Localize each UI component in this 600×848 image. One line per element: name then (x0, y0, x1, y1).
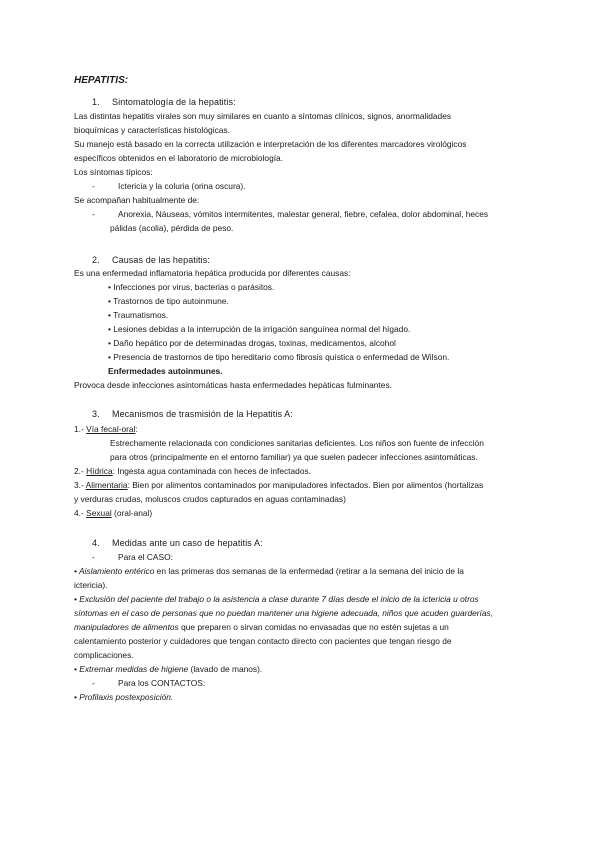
s3-mechanism-3-label: Alimentaria (85, 480, 128, 490)
section-3-title: Mecanismos de trasmisión de la Hepatitis A: (112, 409, 293, 419)
s4-case-measure-2-line-1: • Exclusión del paciente del trabajo o la asistencia a clase durante 7 días desde el inicio de la ictericia u otros (74, 594, 479, 604)
s4-case-label (92, 551, 173, 564)
s2-bullet-1: • Infecciones por virus, bacterias o parásitos. (108, 282, 275, 292)
s4-case-measure-2-line-3-italic: manipuladores de alimentos (74, 622, 179, 632)
s4-case-measure-2-line-5: complicaciones. (74, 650, 134, 660)
s3-mechanism-3-text: : Bien por alimentos contaminados por manipuladores infectados. Bien por alimentos (hortalizas (127, 480, 484, 490)
s4-case-measure-2-line-3 (74, 621, 449, 634)
s2-bullet-6: • Presencia de trastornos de tipo hereditario como fibrosis quística o enfermedad de Wilson. (108, 352, 450, 362)
section-3-number: 3. (92, 409, 100, 419)
document-title: HEPATITIS: (74, 75, 129, 86)
s3-mechanism-3 (74, 479, 483, 492)
s4-case-label-text: Para el CASO: (118, 552, 173, 562)
s4-case-measure-1-italic: • Aislamiento entérico (74, 566, 155, 576)
list-dash: - (92, 209, 95, 219)
list-dash: - (92, 181, 95, 191)
s4-case-measure-1-line-2: ictericia). (74, 580, 108, 590)
section-2-number: 2. (92, 255, 100, 265)
s3-mechanism-2-number: 2.- (74, 466, 84, 476)
s3-mechanism-2-label: Hídrica (86, 466, 113, 476)
s3-mechanism-1-line-1: Estrechamente relacionada con condiciones sanitarias deficientes. Los niños son fuente de infección (110, 438, 484, 448)
section-3-heading (92, 408, 293, 421)
s2-bullet-5: • Daño hepático por de determinadas drogas, toxinas, medicamentos, alcohol (108, 338, 396, 348)
s3-mechanism-4-text: (oral-anal) (111, 508, 153, 518)
list-dash: - (92, 552, 95, 562)
s1-paragraph-2-line-2: específicos obtenidos en el laboratorio de microbiología. (74, 153, 284, 163)
s4-case-measure-3-italic: • Extremar medidas de higiene (74, 664, 189, 674)
s3-mechanism-1-label: Vía fecal-oral (86, 424, 136, 434)
s3-mechanism-4 (74, 507, 152, 520)
s1-paragraph-2-line-1: Su manejo está basado en la correcta utilización e interpretación de los diferentes marcadores virológicos (74, 139, 467, 149)
s1-typical-symptoms-text: Ictericia y la coluria (orina oscura). (118, 181, 246, 191)
s4-case-measure-2-line-2: síntomas en el caso de personas que no puedan mantener una higiene adecuada, niños que acuden guarderías, (74, 608, 494, 618)
s2-bullet-3: • Traumatismos. (108, 310, 169, 320)
section-4-number: 4. (92, 538, 100, 548)
s1-accompanying-item (92, 208, 488, 221)
s2-outro: Provoca desde infecciones asintomáticas hasta enfermedades hepáticas fulminantes. (74, 380, 392, 390)
s3-mechanism-3-number: 3.- (74, 480, 84, 490)
s1-typical-symptoms-item (92, 180, 246, 193)
s1-accompanying-text-line-2: pálidas (acolia), pérdida de peso. (110, 223, 234, 233)
s4-contacts-label (92, 677, 205, 690)
s1-paragraph-1-line-2: bioquímicas y características histológicas. (74, 125, 230, 135)
s1-typical-symptoms-label: Los síntomas típicos: (74, 167, 153, 177)
s3-mechanism-4-number: 4.- (74, 508, 84, 518)
section-1-title: Sintomatología de la hepatitis: (112, 97, 236, 107)
section-2-title: Causas de las hepatitis: (112, 255, 210, 265)
s3-mechanism-2 (74, 465, 311, 478)
list-dash: - (92, 678, 95, 688)
s3-mechanism-1 (74, 423, 138, 436)
s4-case-measure-2-line-4: calentamiento posterior y cuidadores que tengan contacto directo con pacientes que tengan riesgo de (74, 636, 452, 646)
section-1-heading (92, 96, 236, 109)
s4-case-measure-3-text: (lavado de manos). (188, 664, 263, 674)
s4-case-measure-2-line-3-text: que preparen o sirvan comidas no envasadas que no estén sujetas a un (178, 622, 449, 632)
section-4-heading (92, 537, 263, 550)
s3-mechanism-3-line-2: y verduras crudas, moluscos crudos capturados en aguas contaminadas) (74, 494, 346, 504)
s4-contacts-label-text: Para los CONTACTOS: (118, 678, 206, 688)
s3-mechanism-2-text: : Ingesta agua contaminada con heces de infectados. (112, 466, 311, 476)
s3-mechanism-1-number: 1.- (74, 424, 84, 434)
s3-mechanism-1-colon: : (135, 424, 138, 434)
s1-paragraph-1-line-1: Las distintas hepatitis virales son muy similares en cuanto a síntomas clínicos, signos, anormalidades (74, 111, 452, 121)
s3-mechanism-1-line-2: para otros (principalmente en el entorno familiar) ya que suelen padecer infecciones asintomáticas. (110, 452, 478, 462)
section-4-title: Medidas ante un caso de hepatitis A: (112, 538, 263, 548)
s4-case-measure-1 (74, 565, 464, 578)
section-2-heading (92, 254, 210, 267)
s2-bullet-2: • Trastornos de tipo autoinmune. (108, 296, 229, 306)
s1-accompanying-label: Se acompañan habitualmente de: (74, 195, 200, 205)
section-1-number: 1. (92, 97, 100, 107)
s2-bullet-7: Enfermedades autoinmunes. (108, 366, 223, 376)
s2-bullet-4: • Lesiones debidas a la interrupción de la irrigación sanguínea normal del hígado. (108, 324, 411, 334)
s1-accompanying-text-line-1: Anorexia, Náuseas, vómitos intermitentes, malestar general, fiebre, cefalea, dolor abdominal, heces (118, 209, 489, 219)
s2-intro: Es una enfermedad inflamatoria hepática producida por diferentes causas: (74, 268, 351, 278)
s4-contacts-measure-1: • Profilaxis postexposición. (74, 692, 174, 702)
s3-mechanism-4-label: Sexual (86, 508, 112, 518)
s4-case-measure-3 (74, 663, 262, 676)
s4-case-measure-1-text: en las primeras dos semanas de la enfermedad (retirar a la semana del inicio de la (154, 566, 464, 576)
